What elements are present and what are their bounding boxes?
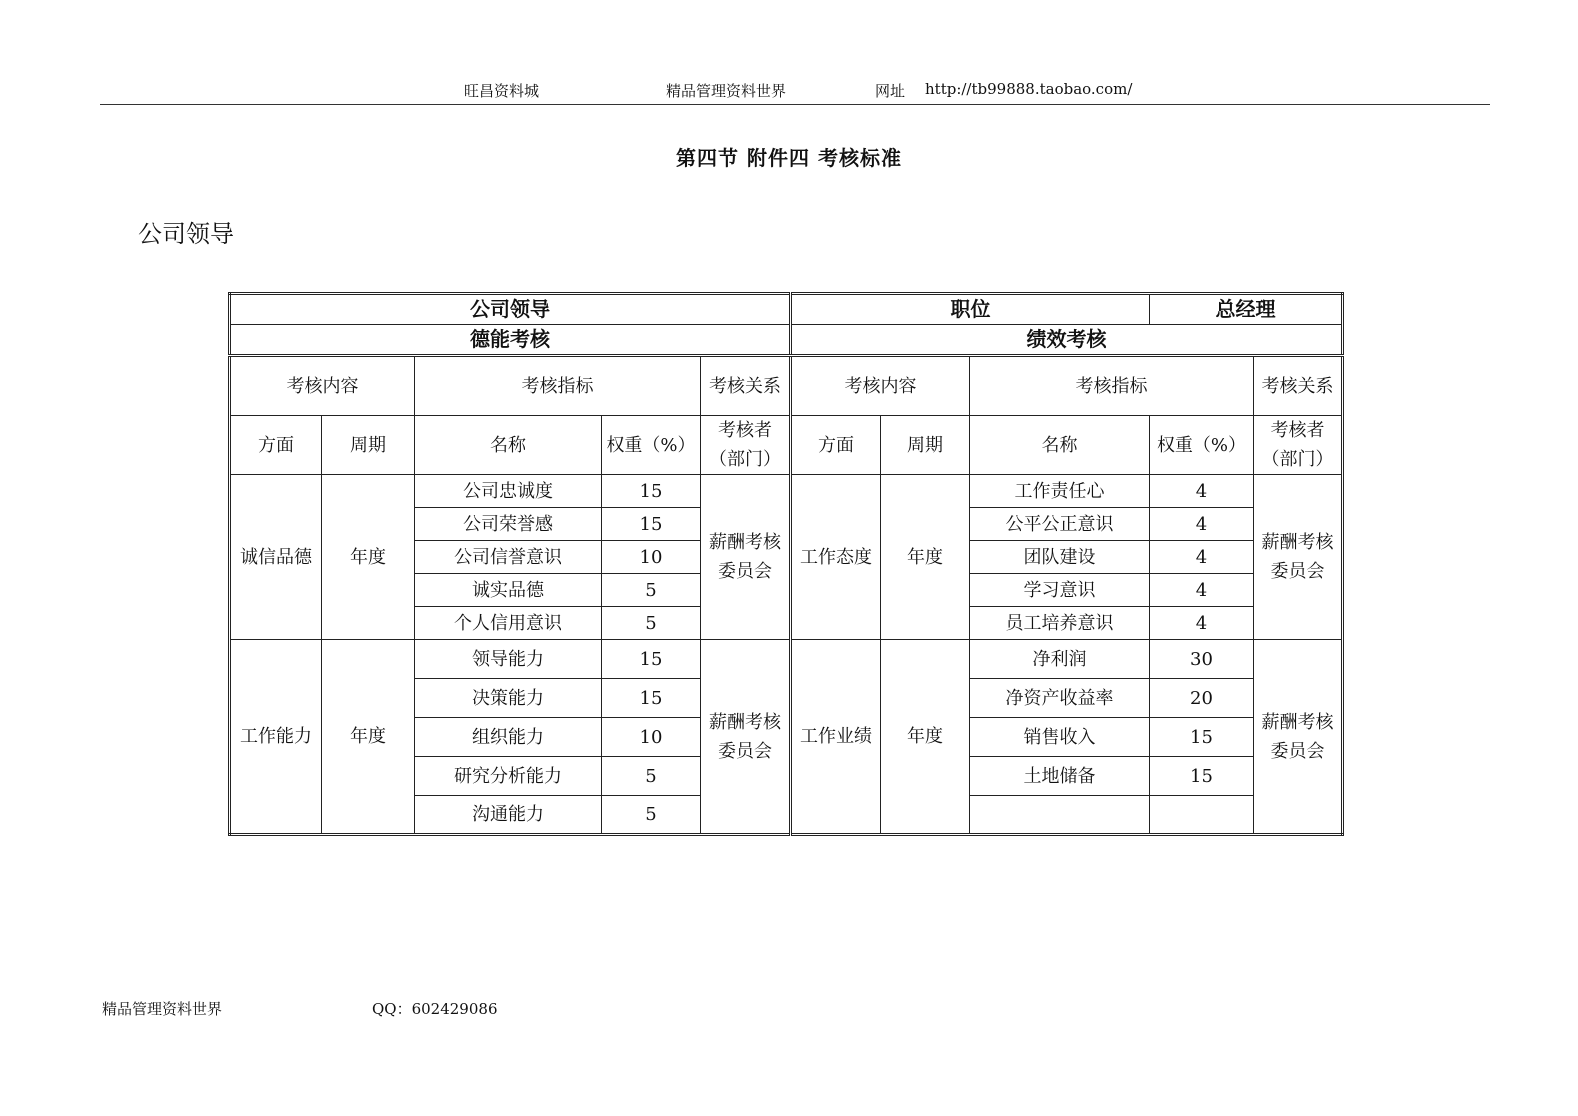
left-assessor: 薪酬考核委员会 — [701, 640, 791, 835]
table-row — [230, 475, 1343, 508]
section-title: 公司领导 — [138, 220, 234, 248]
left-aspect: 工作能力 — [230, 640, 322, 835]
header-store: 旺昌资料城 — [464, 82, 540, 100]
left-period-header: 周期 — [322, 416, 415, 475]
right-item-weight: 30 — [1150, 640, 1254, 679]
right-relation-header: 考核关系 — [1254, 356, 1343, 416]
left-item-weight: 10 — [602, 718, 701, 757]
right-assessor: 薪酬考核委员会 — [1254, 640, 1343, 835]
right-period: 年度 — [881, 475, 970, 640]
left-item-name: 公司荣誉感 — [415, 508, 602, 541]
right-item-name: 净利润 — [970, 640, 1150, 679]
right-item-name — [970, 796, 1150, 835]
footer-qq: QQ：602429086 — [372, 1000, 498, 1018]
left-item-weight: 5 — [602, 757, 701, 796]
right-item-weight: 4 — [1150, 607, 1254, 640]
left-item-weight: 10 — [602, 541, 701, 574]
right-item-name: 公平公正意识 — [970, 508, 1150, 541]
right-item-weight: 20 — [1150, 679, 1254, 718]
left-item-name: 公司信誉意识 — [415, 541, 602, 574]
left-assessor: 薪酬考核委员会 — [701, 475, 791, 640]
page-title: 第四节 附件四 考核标准 — [676, 146, 902, 170]
footer-world: 精品管理资料世界 — [102, 1000, 223, 1018]
right-item-weight: 4 — [1150, 475, 1254, 508]
right-weight-header: 权重（%） — [1150, 416, 1254, 475]
right-period-header: 周期 — [881, 416, 970, 475]
left-item-weight: 5 — [602, 796, 701, 835]
left-item-weight: 15 — [602, 640, 701, 679]
right-aspect-header: 方面 — [791, 416, 881, 475]
right-item-weight: 4 — [1150, 541, 1254, 574]
left-item-weight: 15 — [602, 508, 701, 541]
moral-section-title: 德能考核 — [230, 325, 791, 356]
left-item-weight: 5 — [602, 574, 701, 607]
left-weight-header: 权重（%） — [602, 416, 701, 475]
left-period: 年度 — [322, 640, 415, 835]
right-item-name: 土地储备 — [970, 757, 1150, 796]
table-title: 公司领导 — [230, 294, 791, 325]
left-content-header: 考核内容 — [230, 356, 415, 416]
left-item-name: 沟通能力 — [415, 796, 602, 835]
right-item-weight: 4 — [1150, 574, 1254, 607]
left-item-weight: 15 — [602, 475, 701, 508]
header-rule — [100, 104, 1490, 105]
right-assessor-header: 考核者（部门） — [1254, 416, 1343, 475]
right-item-weight — [1150, 796, 1254, 835]
right-item-weight: 15 — [1150, 718, 1254, 757]
right-item-weight: 15 — [1150, 757, 1254, 796]
right-item-name: 工作责任心 — [970, 475, 1150, 508]
right-item-name: 学习意识 — [970, 574, 1150, 607]
left-aspect: 诚信品德 — [230, 475, 322, 640]
left-assessor-header: 考核者（部门） — [701, 416, 791, 475]
left-indicator-header: 考核指标 — [415, 356, 701, 416]
right-period: 年度 — [881, 640, 970, 835]
right-item-weight: 4 — [1150, 508, 1254, 541]
right-item-name: 团队建设 — [970, 541, 1150, 574]
right-name-header: 名称 — [970, 416, 1150, 475]
left-name-header: 名称 — [415, 416, 602, 475]
perf-section-title: 绩效考核 — [791, 325, 1343, 356]
left-item-weight: 15 — [602, 679, 701, 718]
left-period: 年度 — [322, 475, 415, 640]
table-row — [230, 640, 1343, 679]
position-label: 职位 — [791, 294, 1150, 325]
left-aspect-header: 方面 — [230, 416, 322, 475]
header-world: 精品管理资料世界 — [666, 82, 787, 100]
right-item-name: 净资产收益率 — [970, 679, 1150, 718]
right-aspect: 工作业绩 — [791, 640, 881, 835]
left-item-weight: 5 — [602, 607, 701, 640]
header-url[interactable]: http://tb99888.taobao.com/ — [925, 80, 1133, 98]
right-content-header: 考核内容 — [791, 356, 970, 416]
left-item-name: 公司忠诚度 — [415, 475, 602, 508]
right-item-name: 销售收入 — [970, 718, 1150, 757]
right-assessor: 薪酬考核委员会 — [1254, 475, 1343, 640]
right-indicator-header: 考核指标 — [970, 356, 1254, 416]
header-url-label: 网址 — [875, 82, 906, 100]
left-item-name: 决策能力 — [415, 679, 602, 718]
left-item-name: 组织能力 — [415, 718, 602, 757]
position-value: 总经理 — [1150, 294, 1343, 325]
left-item-name: 研究分析能力 — [415, 757, 602, 796]
left-relation-header: 考核关系 — [701, 356, 791, 416]
left-item-name: 个人信用意识 — [415, 607, 602, 640]
left-item-name: 诚实品德 — [415, 574, 602, 607]
assessment-table — [228, 292, 1344, 836]
left-item-name: 领导能力 — [415, 640, 602, 679]
right-item-name: 员工培养意识 — [970, 607, 1150, 640]
right-aspect: 工作态度 — [791, 475, 881, 640]
